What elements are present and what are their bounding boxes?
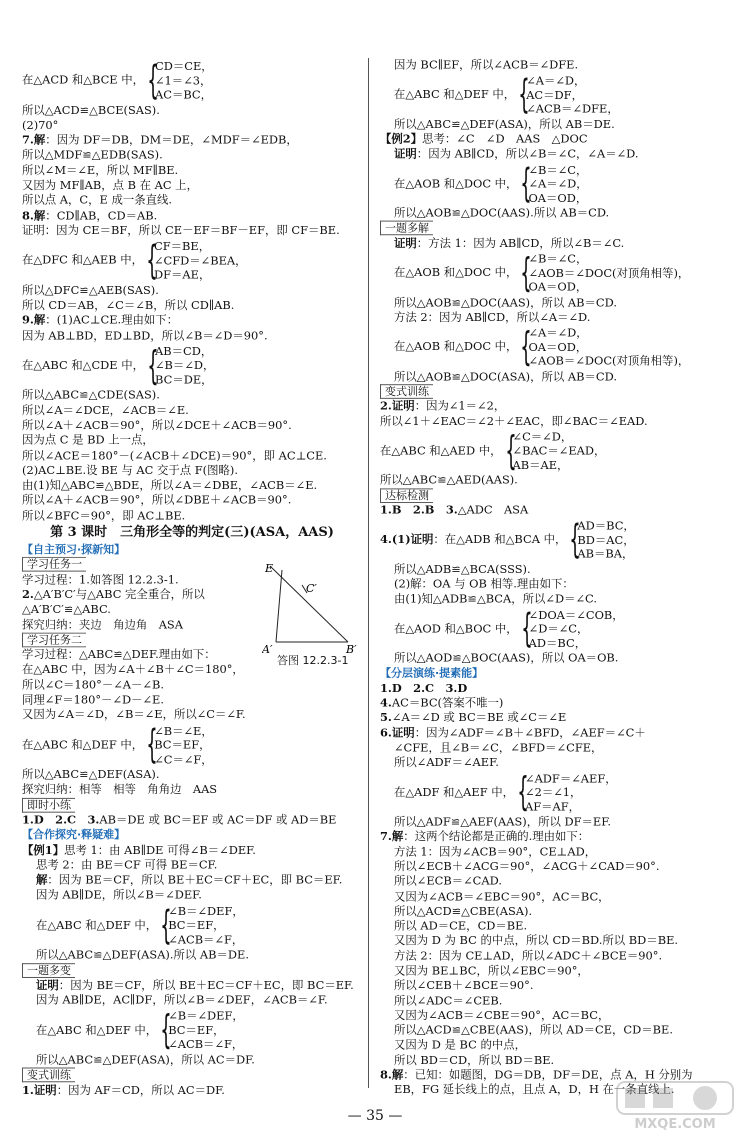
equation-row: ∠ADF＝∠AEF， (525, 771, 617, 785)
left-brace: { (520, 161, 533, 207)
equation-row: ∠2＝∠1， (525, 785, 582, 800)
equation-row: AB＝BA， (577, 547, 634, 561)
boxed-subheader-row (380, 221, 735, 236)
text-line: 所以△ACD≌△CBE(ASA). (394, 904, 533, 918)
boxed-subheader: 变式训练 (380, 384, 433, 399)
text-line: 又因为∠A＝∠D，∠B＝∠E，所以∠C＝∠F. (22, 707, 246, 722)
text-line: 所以∠BFC＝90°，即 AC⊥BE. (22, 508, 186, 523)
text-line: 方法 1：因为∠ACB＝90°，CE⊥AD， (394, 844, 597, 859)
equation-rows (154, 239, 247, 282)
equation-system-intro: 在△ACD 和△BCE 中， (22, 72, 145, 87)
equation-row: ∠C＝∠D， (512, 429, 573, 444)
equation-row: ∠B＝∠D， (155, 358, 215, 373)
text-line: 又因为∠ACB＝∠EBC＝90°，AC＝BC， (394, 889, 610, 903)
text-line: 证明：因为 BE＝CF，所以 BE＋EC＝CF＋EC，即 BC＝EF. (36, 977, 354, 992)
left-brace: { (147, 342, 159, 389)
text-line: 所以△DFC≌△AEB(SAS). (22, 282, 159, 297)
text-line: 证明：因为 AB∥CD，所以∠B＝∠C，∠A＝∠D. (394, 146, 639, 161)
boxed-subheader: 即时小练 (22, 798, 75, 813)
equation-row: ∠AOB＝∠DOC(对顶角相等)， (528, 354, 690, 368)
figure-label-b: B′ (346, 643, 357, 655)
text-line: 所以△ABC≌△DEF(ASA). (22, 767, 160, 782)
left-brace: { (518, 72, 530, 118)
text-line: 所以 AD＝CE，CD＝BE. (394, 918, 528, 933)
text-line: 所以∠CEB＋∠BCE＝90°. (394, 978, 534, 993)
text-line: ∠CFE，且∠B＝∠C，∠BFD＝∠CFE， (394, 740, 603, 755)
text-line: 所以△AOB≌△DOC(AAS).所以 AB＝CD. (394, 206, 610, 220)
text-line: 1.D 2.C 3.AB＝DE 或 BC＝EF 或 AC＝DF 或 AD＝BE (22, 812, 337, 827)
equation-system (22, 724, 362, 767)
text-line: 证明：因为 CE＝BF，所以 CE－EF＝BF－EF，即 CF＝BE. (22, 223, 340, 237)
equation-row: CD＝CE， (155, 58, 213, 73)
text-line: 所以∠ACE＝180°－(∠ACB＋∠DCE)＝90°，即 AC⊥CE. (22, 448, 327, 462)
equation-system-intro: 在△DFC 和△AEB 中， (22, 253, 143, 267)
equation-rows (529, 608, 624, 650)
text-line: 学习过程：1.如答图 12.2.3-1. (22, 572, 179, 586)
text-line: 同理∠F＝180°－∠D－∠E. (22, 692, 164, 707)
equation-rows (526, 74, 619, 116)
boxed-subheader: 一题多解 (380, 221, 433, 236)
text-line: 又因为∠ACB＝∠CBE＝90°，AC＝BC， (394, 1008, 610, 1022)
text-line: 探究归纳：夹边 角边角 ASA (22, 617, 183, 632)
text-line: 因为 AB⊥BD，ED⊥BD，所以∠B＝∠D＝90°. (22, 328, 268, 342)
equation-row: ∠BAC＝∠EAD， (512, 443, 606, 458)
text-line: 所以∠ADC＝∠CEB. (394, 993, 503, 1008)
equation-row: BC＝EF， (168, 1023, 225, 1037)
text-line: 证明：方法 1：因为 AB∥CD，所以∠B＝∠C. (394, 235, 625, 250)
text-line: 所以△ACD≌△CBE(AAS)，所以 AD＝CE，CD＝BE. (394, 1023, 673, 1037)
equation-row: OA＝OD， (528, 340, 588, 354)
equation-system-intro: 4.(1)证明：在△ADB 和△BCA 中， (380, 532, 567, 547)
boxed-subheader-row (380, 488, 735, 503)
text-line: 又因为 MF∥AB，点 B 在 AC 上， (22, 178, 198, 192)
text-line: 6.证明：因为∠ADF＝∠B＋∠BFD，∠AEF＝∠C＋ (380, 725, 646, 740)
text-line: 所以 BD＝CD，所以 BD＝BE. (394, 1052, 555, 1067)
text-line: 学习过程：△ABC≌△DEF.理由如下： (22, 647, 216, 662)
text-line: 所以∠ECB＝∠CAD. (394, 874, 502, 888)
equation-rows (155, 344, 214, 387)
equation-system (380, 252, 735, 294)
equation-system-intro: 在△AOD 和△BOC 中， (394, 621, 518, 636)
equation-system (380, 519, 735, 561)
equation-system-intro: 在△ABC 和△DEF 中， (36, 917, 158, 932)
text-line: 1.证明：因为 AF＝CD，所以 AC＝DF. (22, 1082, 225, 1097)
equation-system (380, 163, 735, 205)
text-line: 所以∠ADF＝∠AEF. (394, 755, 499, 770)
equation-row: ∠B＝∠C， (528, 251, 588, 266)
left-brace: { (569, 517, 582, 563)
boxed-subheader: 学习任务一 (22, 557, 86, 572)
text-line: 1.D 2.C 3.D (380, 680, 468, 695)
text-line: 所以∠1＋∠EAC＝∠2＋∠EAC，即∠BAC＝∠EAD. (380, 413, 648, 428)
equation-system-intro: 在△ABC 和△DEF 中， (22, 737, 144, 752)
text-line: 8.解：CD∥AB，CD＝AB. (22, 208, 158, 222)
section-header: 【分层演练·提素能】 (380, 667, 484, 680)
equation-system-intro: 在△ABC 和△DEF 中， (394, 87, 516, 102)
equation-system-intro: 在△ABC 和△DEF 中， (36, 1022, 158, 1037)
text-line: 所以△ABC≌△DEF(ASA)，所以 AB＝DE. (394, 117, 615, 131)
boxed-subheader: 变式训练 (22, 1068, 75, 1083)
left-brace: { (146, 722, 158, 768)
text-line: 所以△ABC≌△DEF(ASA).所以 AB＝DE. (36, 947, 249, 962)
text-line: 所以△ACD≌△BCE(SAS). (22, 102, 160, 117)
left-brace: { (146, 237, 158, 284)
page-number: — 35 — (347, 1108, 403, 1124)
svg-text:MXQE.COM: MXQE.COM (634, 1117, 716, 1132)
text-line: 因为点 C 是 BD 上一点， (22, 433, 154, 447)
text-line: 所以∠A＋∠ACB＝90°，所以∠DCE＋∠ACB＝90°. (22, 418, 292, 432)
equation-system (380, 771, 735, 813)
left-brace: { (160, 902, 172, 948)
text-line: 因为 AB∥DE，AC∥DF，所以∠B＝∠DEF，∠ACB＝∠F. (36, 992, 328, 1007)
equation-rows (525, 771, 617, 813)
text-line: 5.∠A＝∠D 或 BC＝BE 或∠C＝∠E (380, 710, 567, 725)
equation-rows (528, 326, 689, 368)
equation-row: AB＝AE， (512, 458, 569, 472)
equation-row: BC＝EF， (154, 737, 211, 752)
text-line: 【例1】思考 1：由 AB∥DE 可得∠B＝∠DEF. (22, 842, 256, 857)
equation-row: ∠B＝∠DEF， (168, 903, 244, 918)
section-title: 第 3 课时 三角形全等的判定(三)(ASA，AAS) (50, 525, 334, 541)
boxed-subheader-row (22, 1068, 362, 1083)
text-line: 所以△ADF≌△AEF(AAS)，所以 DF＝EF. (394, 814, 611, 829)
equation-row: OA＝OD， (528, 280, 588, 294)
equation-system (22, 1009, 362, 1052)
text-line: 2.△A′B′C′与△ABC 完全重合，所以 (22, 587, 205, 602)
equation-rows (154, 724, 213, 767)
equation-row: AD＝BC， (577, 518, 635, 533)
boxed-subheader-row (22, 632, 260, 647)
text-line: 所以∠C＝180°－∠A－∠B. (22, 677, 164, 692)
text-line: 2.证明：因为∠1＝∠2， (380, 399, 506, 413)
text-line: 所以 CD＝AB，∠C＝∠B，所以 CD∥AB. (22, 298, 235, 312)
equation-row: BD＝AC， (577, 532, 635, 547)
equation-row: ∠B＝∠E， (154, 723, 213, 738)
equation-row: ∠ACB＝∠F， (168, 932, 244, 947)
left-brace: { (520, 606, 533, 652)
equation-row: AF＝AF， (525, 799, 581, 814)
equation-row: ∠CFD＝∠BEA， (154, 253, 247, 268)
text-line: 所以∠A＝∠DCE，∠ACB＝∠E. (22, 403, 189, 417)
equation-row: ∠AOB＝∠DOC(对顶角相等)， (528, 265, 690, 280)
left-brace: { (147, 57, 159, 104)
text-line: 所以点 A，C，E 成一条直线. (22, 193, 173, 207)
equation-row: BC＝DE， (155, 372, 213, 387)
triangle-figure (262, 560, 370, 655)
right-column (380, 58, 735, 1098)
text-line: EB，FG 延长线上的点，且点 A，D，H 在一条直线上. (394, 1082, 675, 1097)
text-line: 8.解：已知：如题图，DG＝DB，DF＝DE，点 A，H 分别为 (380, 1067, 693, 1082)
left-brace: { (504, 428, 517, 474)
text-line: 所以△AOD≌△BOC(AAS)，所以 OA＝OB. (394, 651, 619, 665)
text-line: 所以△AOB≌△DOC(ASA)，所以 AB＝CD. (394, 369, 617, 383)
equation-row: OA＝OD， (528, 191, 588, 205)
text-line: 1.B 2.B 3.△ADC ASA (380, 502, 529, 517)
boxed-subheader-row (22, 798, 362, 813)
equation-system (380, 74, 735, 116)
equation-row: ∠ACB＝∠F， (168, 1037, 244, 1052)
text-line: 所以∠A＋∠ACB＝90°，所以∠DBE＋∠ACB＝90°. (22, 493, 292, 508)
text-line: 由(1)知△ABC≌△BDE，所以∠A＝∠DBE，∠ACB＝∠E. (22, 478, 318, 493)
figure-label-e: E (265, 562, 274, 575)
text-line: 方法 2：因为 AB∥CD，所以∠A＝∠D. (394, 310, 591, 324)
text-line: 所以∠M＝∠E，所以 MF∥BE. (22, 162, 179, 177)
left-brace: { (520, 250, 533, 296)
equation-rows (577, 519, 634, 561)
equation-row: AB＝CD， (155, 344, 213, 358)
equation-system (22, 904, 362, 947)
text-line: 7.解：这两个结论都是正确的.理由如下： (380, 829, 590, 844)
figure-caption: 答图 12.2.3-1 (277, 654, 349, 667)
equation-rows (168, 904, 244, 947)
equation-system (22, 239, 362, 282)
text-line: 所以△AOB≌△DOC(AAS)，所以 AB＝CD. (394, 295, 617, 309)
section-header: 【合作探究·释疑难】 (22, 828, 126, 842)
equation-row: BC＝EF， (168, 918, 225, 932)
text-line: 由(1)知△ADB≌△BCA，所以∠D＝∠C. (394, 591, 597, 606)
text-line: 【例2】思考：∠C ∠D AAS △DOC (380, 132, 588, 146)
equation-row: ∠DOA＝∠COB， (528, 607, 624, 622)
text-line: 所以△ADB≌△BCA(SSS). (394, 562, 531, 576)
text-line: 所以△ABC≌△DEF(ASA)，所以 AC＝DF. (36, 1052, 255, 1067)
text-line: △A′B′C′≌△ABC. (22, 602, 111, 617)
equation-row: ∠A＝∠D， (528, 176, 588, 191)
left-brace: { (160, 1007, 172, 1053)
text-line: (2)AC⊥BE.设 BE 与 AC 交于点 F(图略). (22, 463, 238, 477)
equation-row: ∠1＝∠3， (155, 73, 212, 88)
equation-row: ∠ACB＝∠DFE， (526, 102, 619, 116)
text-line: 解：因为 BE＝CF，所以 BE＋EC＝CF＋EC，即 BC＝EF. (36, 872, 343, 887)
figure-label-c: C′ (306, 582, 317, 595)
equation-row: ∠C＝∠F， (154, 752, 213, 767)
text-line: 7.解：因为 DF＝DB，DM＝DE，∠MDF＝∠EDB， (22, 132, 298, 147)
equation-row: ∠A＝∠D， (526, 73, 586, 88)
equation-system (380, 608, 735, 650)
equation-row: ∠A＝∠D， (528, 325, 588, 340)
text-line: 因为 AB∥DE，所以∠B＝∠DEF. (36, 887, 202, 902)
equation-row: ∠B＝∠C， (528, 162, 588, 177)
section-header: 【自主预习·探新知】 (22, 543, 126, 556)
text-line: 又因为 D 是 BC 的中点， (394, 1038, 527, 1052)
text-line: 9.解：(1)AC⊥CE.理由如下： (22, 313, 179, 327)
watermark-logo (615, 1080, 735, 1132)
boxed-subheader-row (380, 384, 735, 399)
text-line: 探究归纳：相等 相等 角角边 AAS (22, 782, 218, 797)
equation-row: AC＝DF， (526, 87, 583, 102)
text-line: 所以∠ECB＋∠ACG＝90°，∠ACG＋∠CAD＝90°. (394, 859, 660, 873)
text-line: 所以△MDF≌△EDB(SAS). (22, 147, 163, 162)
left-brace: { (517, 770, 529, 815)
equation-system (22, 59, 362, 102)
equation-row: ∠B＝∠DEF， (168, 1008, 244, 1023)
equation-system-intro: 在△AOB 和△DOC 中， (394, 265, 518, 280)
boxed-subheader: 达标检测 (380, 488, 433, 503)
equation-system-intro: 在△ABC 和△AED 中， (380, 443, 502, 458)
equation-system-intro: 在△AOB 和△DOC 中， (394, 339, 518, 354)
equation-system-intro: 在△ADF 和△AEF 中， (394, 785, 515, 799)
boxed-subheader: 一题多变 (22, 963, 75, 978)
figure-label-a: A′ (262, 643, 273, 655)
equation-system (380, 326, 735, 368)
left-brace: { (520, 324, 533, 370)
equation-rows (168, 1009, 244, 1052)
text-line: (2)70° (22, 117, 59, 132)
equation-rows (528, 252, 689, 294)
text-line: 因为 BC∥EF，所以∠ACB＝∠DFE. (394, 58, 579, 72)
text-line: (2)解：OA 与 OB 相等.理由如下： (394, 577, 574, 591)
equation-row: AD＝BC， (528, 636, 587, 650)
text-line: 思考 2：由 BE＝CF 可得 BE＝CF. (36, 857, 218, 872)
text-line: 所以△ABC≌△AED(AAS). (380, 473, 518, 487)
text-line: 方法 2：因为 CE⊥AD，所以∠ADC＋∠BCE＝90°. (394, 948, 663, 963)
equation-system-intro: 在△AOB 和△DOC 中， (394, 176, 518, 191)
text-line: 又因为 D 为 BC 的中点，所以 CD＝BD.所以 BD＝BE. (394, 933, 678, 948)
text-line: 所以△ABC≌△CDE(SAS). (22, 387, 160, 402)
text-line: 在△ABC 中，因为∠A＋∠B＋∠C＝180°， (22, 662, 244, 677)
equation-rows (528, 163, 587, 205)
equation-system (22, 344, 362, 387)
equation-system-intro: 在△ABC 和△CDE 中， (22, 358, 145, 372)
boxed-subheader-row (22, 963, 362, 978)
text-line: 又因为 BE⊥BC，所以∠EBC＝90°， (394, 963, 589, 978)
text-line: 4.AC＝BC(答案不唯一) (380, 695, 504, 710)
boxed-subheader-row (22, 557, 260, 572)
equation-row: CF＝BE， (154, 239, 211, 253)
equation-row: ∠D＝∠C， (528, 621, 589, 636)
boxed-subheader: 学习任务二 (22, 632, 86, 647)
equation-row: AC＝BC， (155, 87, 213, 102)
equation-rows (155, 59, 213, 102)
equation-system (380, 430, 735, 472)
equation-rows (513, 430, 606, 472)
equation-row: DF＝AE， (154, 267, 211, 282)
